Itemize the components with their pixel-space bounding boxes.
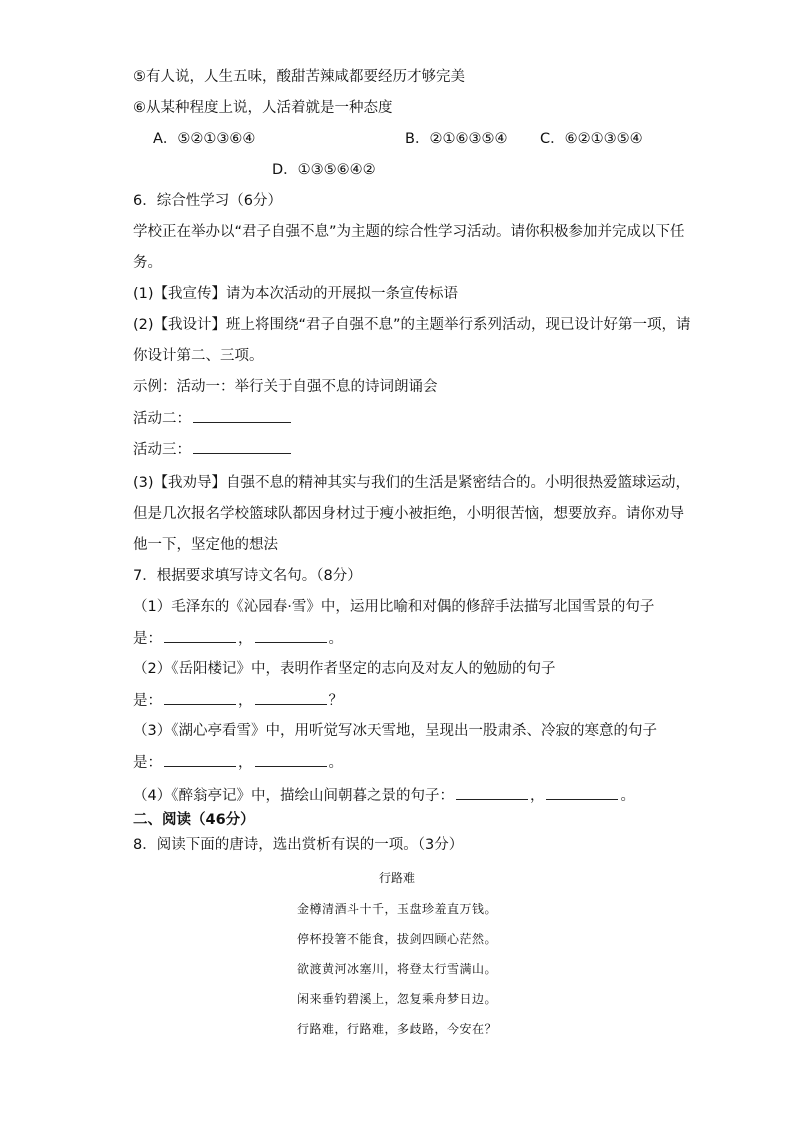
poem-line-2: 停杯投箸不能食，拔剑四顾心茫然。 xyxy=(296,932,497,946)
comma: ， xyxy=(238,755,253,771)
q6-part1: (1)【我宣传】请为本次活动的开展拟一条宣传标语 xyxy=(133,286,459,302)
activity3-label: 活动三： xyxy=(133,442,191,458)
q7-title: 7．根据要求填写诗文名句。（8分） xyxy=(133,568,362,584)
poem-line-3: 欲渡黄河冰塞川，将登太行雪满山。 xyxy=(296,962,497,976)
comma: ， xyxy=(529,788,545,804)
q6-part2-line2: 你设计第二、三项。 xyxy=(133,348,264,364)
period: 。 xyxy=(328,755,343,771)
q7-sub3-blank2[interactable] xyxy=(255,752,327,767)
q6-part2-line1: (2)【我设计】班上将围绕“君子自强不息”的主题举行系列活动，现已设计好第一项，请 xyxy=(133,317,691,333)
q5-item6: ⑥从某种程度上说，人活着就是一种态度 xyxy=(133,100,393,116)
q5-option-d: D．①③⑤⑥④② xyxy=(272,162,376,178)
q7-sub1-blank1[interactable] xyxy=(164,628,236,643)
q6-intro-line2: 务。 xyxy=(133,255,162,271)
period: 。 xyxy=(620,788,635,804)
question-mark: ？ xyxy=(328,693,343,709)
poem-line-1: 金樽清酒斗十千，玉盘珍羞直万钱。 xyxy=(296,902,497,916)
comma: ， xyxy=(238,631,253,647)
q6-activity2 xyxy=(133,408,293,429)
q6-part3-line3: 他一下，坚定他的想法 xyxy=(133,537,278,553)
q7-sub1-answer xyxy=(133,628,343,649)
q6-part3-line1: (3)【我劝导】自强不息的精神其实与我们的生活是紧密结合的。小明很热爱篮球运动， xyxy=(133,475,691,491)
poem-title: 行路难 xyxy=(378,871,415,885)
q7-sub2-blank2[interactable] xyxy=(255,690,327,705)
q6-activity3 xyxy=(133,439,293,460)
q5-option-b: B．②①⑥③⑤④ xyxy=(405,131,508,147)
q6-intro-line1: 学校正在举办以“君子自强不息”为主题的综合性学习活动。请你积极参加并完成以下任 xyxy=(133,224,685,240)
poem-line-5: 行路难，行路难，多歧路，今安在？ xyxy=(296,1022,497,1036)
answer-prefix: 是： xyxy=(133,631,162,647)
q7-sub3: （3）《湖心亭看雪》中，用听觉写冰天雪地，呈现出一股肃杀、冷寂的寒意的句子 xyxy=(133,723,657,739)
q5-option-a: A．⑤②①③⑥④ xyxy=(153,131,256,147)
q8-title: 8．阅读下面的唐诗，选出赏析有误的一项。（3分） xyxy=(133,837,464,853)
q7-sub2: （2）《岳阳楼记》中，表明作者坚定的志向及对友人的勉励的句子 xyxy=(133,661,556,677)
q7-sub2-answer xyxy=(133,690,343,711)
section2-title: 二、阅读（46分） xyxy=(133,812,255,828)
q6-example: 示例：活动一：举行关于自强不息的诗词朗诵会 xyxy=(133,379,438,395)
answer-prefix: 是： xyxy=(133,693,162,709)
q7-sub3-blank1[interactable] xyxy=(164,752,236,767)
q5-item5: ⑤有人说，人生五味，酸甜苦辣咸都要经历才够完美 xyxy=(133,69,465,85)
q7-sub1: （1）毛泽东的《沁园春·雪》中，运用比喻和对偶的修辞手法描写北国雪景的句子 xyxy=(133,599,655,615)
poem-line-4: 闲来垂钓碧溪上，忽复乘舟梦日边。 xyxy=(296,992,497,1006)
q7-sub4-blank1[interactable] xyxy=(456,785,528,800)
q5-option-c: C．⑥②①③⑤④ xyxy=(540,131,643,147)
period: 。 xyxy=(328,631,343,647)
answer-prefix: 是： xyxy=(133,755,162,771)
q7-sub1-blank2[interactable] xyxy=(255,628,327,643)
q7-sub4 xyxy=(133,785,635,806)
activity2-answer-blank[interactable] xyxy=(193,408,291,423)
q6-title: 6．综合性学习（6分） xyxy=(133,193,282,209)
q7-sub4-text: （4）《醉翁亭记》中，描绘山间朝暮之景的句子： xyxy=(133,788,454,804)
q7-sub2-blank1[interactable] xyxy=(164,690,236,705)
q6-part3-line2: 但是几次报名学校篮球队都因身材过于瘦小被拒绝，小明很苦恼，想要放弃。请你劝导 xyxy=(133,506,684,522)
comma: ， xyxy=(238,693,253,709)
q7-sub3-answer xyxy=(133,752,343,773)
activity2-label: 活动二： xyxy=(133,411,191,427)
activity3-answer-blank[interactable] xyxy=(193,439,291,454)
q7-sub4-blank2[interactable] xyxy=(546,785,618,800)
